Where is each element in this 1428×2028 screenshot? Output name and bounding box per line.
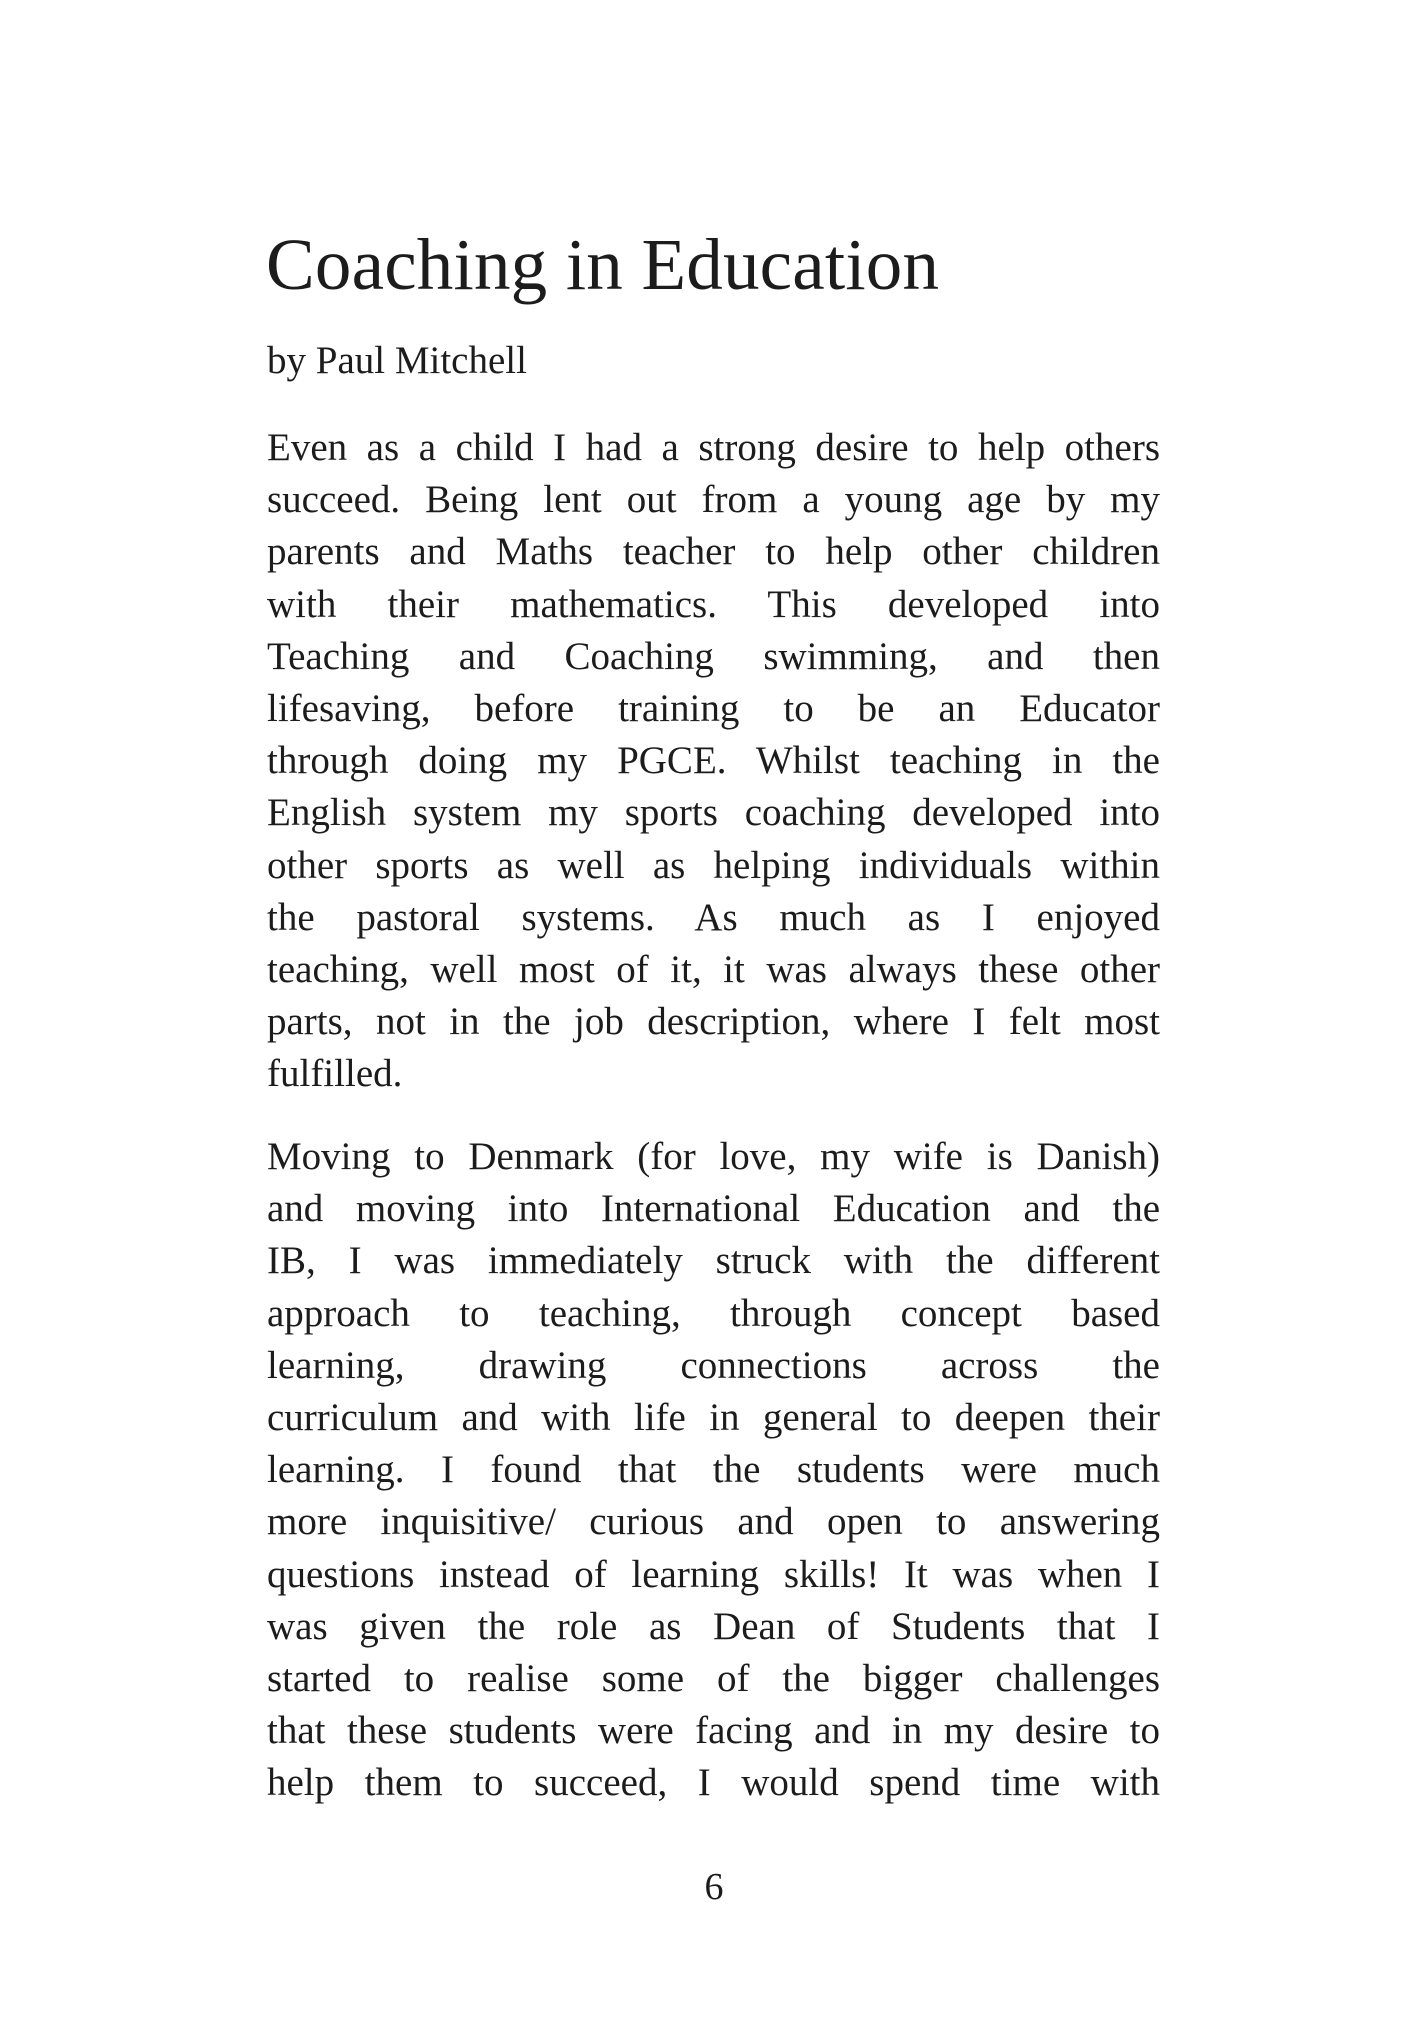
text-line: approach to teaching, through concept based xyxy=(267,1291,1160,1335)
text-line: with their mathematics. This developed into xyxy=(267,582,1160,626)
text-line: succeed. Being lent out from a young age by my xyxy=(267,478,1160,522)
text-line: the pastoral systems. As much as I enjoyed xyxy=(267,895,1160,939)
text-line: started to realise some of the bigger challenges xyxy=(267,1656,1160,1700)
text-line: parts, not in the job description, where I felt most xyxy=(267,1000,1160,1044)
page-number: 6 xyxy=(704,1866,724,1908)
text-line: other sports as well as helping individuals within xyxy=(267,843,1160,887)
text-line: Teaching and Coaching swimming, and then xyxy=(267,634,1160,678)
chapter-title: Coaching in Education xyxy=(266,224,940,305)
text-line: that these students were facing and in my desire to xyxy=(267,1709,1160,1753)
text-line: help them to succeed, I would spend time with xyxy=(267,1761,1160,1805)
text-line: and moving into International Education and the xyxy=(267,1187,1160,1231)
text-line: learning. I found that the students were much xyxy=(267,1448,1160,1492)
author-byline: by Paul Mitchell xyxy=(267,339,527,382)
text-line: was given the role as Dean of Students that I xyxy=(267,1604,1160,1648)
text-line: more inquisitive/ curious and open to answering xyxy=(267,1500,1160,1544)
body-paragraph-1 xyxy=(267,422,1160,1100)
text-line: questions instead of learning skills! It was when I xyxy=(267,1552,1160,1596)
text-line: fulfilled. xyxy=(267,1052,403,1096)
text-line: parents and Maths teacher to help other children xyxy=(267,530,1160,574)
text-line: through doing my PGCE. Whilst teaching in the xyxy=(267,739,1160,783)
text-line: Moving to Denmark (for love, my wife is Danish) xyxy=(267,1135,1160,1178)
body-paragraph-2 xyxy=(267,1131,1160,1809)
text-line: teaching, well most of it, it was always these other xyxy=(267,947,1160,991)
text-line: English system my sports coaching developed into xyxy=(267,791,1160,835)
text-line: Even as a child I had a strong desire to help others xyxy=(267,426,1160,469)
text-line: IB, I was immediately struck with the different xyxy=(267,1239,1160,1283)
text-line: learning, drawing connections across the xyxy=(267,1343,1160,1387)
text-line: lifesaving, before training to be an Educator xyxy=(267,686,1160,730)
text-line: curriculum and with life in general to deepen their xyxy=(267,1395,1160,1439)
